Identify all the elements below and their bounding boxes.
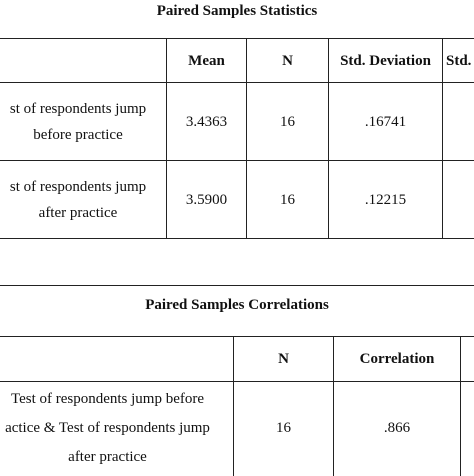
mean-value: 3.5900 — [185, 191, 228, 208]
row-label-line: st of respondents jump — [9, 178, 147, 195]
correlation-value: .866 — [383, 420, 411, 436]
std-deviation-value: .16741 — [364, 113, 407, 130]
std-error-header: Std. — [446, 52, 472, 69]
mean-value: 3.4363 — [185, 113, 228, 130]
row-label-line: after practice — [38, 204, 118, 221]
mean-header: Mean — [188, 52, 225, 69]
std-deviation-value: .12215 — [364, 191, 407, 208]
n-value: 16 — [276, 420, 291, 436]
n-value: 16 — [280, 191, 295, 208]
n-header: N — [278, 351, 289, 367]
n-value: 16 — [280, 113, 295, 130]
n-header: N — [282, 52, 293, 69]
row-label-line: Test of respondents jump before — [10, 390, 205, 407]
row-label-line: actice & Test of respondents jump — [5, 419, 210, 436]
row-label — [0, 161, 166, 238]
std-deviation-header: Std. Deviation — [340, 52, 431, 69]
row-label — [0, 83, 166, 160]
correlation-header: Correlation — [359, 351, 435, 367]
row-label-line: after practice — [68, 448, 147, 465]
correlations-title: Paired Samples Correlations — [145, 297, 329, 313]
row-label-line: before practice — [33, 126, 123, 143]
statistics-title: Paired Samples Statistics — [156, 3, 318, 19]
row-label-line: st of respondents jump — [9, 100, 147, 117]
row-label — [0, 382, 233, 474]
